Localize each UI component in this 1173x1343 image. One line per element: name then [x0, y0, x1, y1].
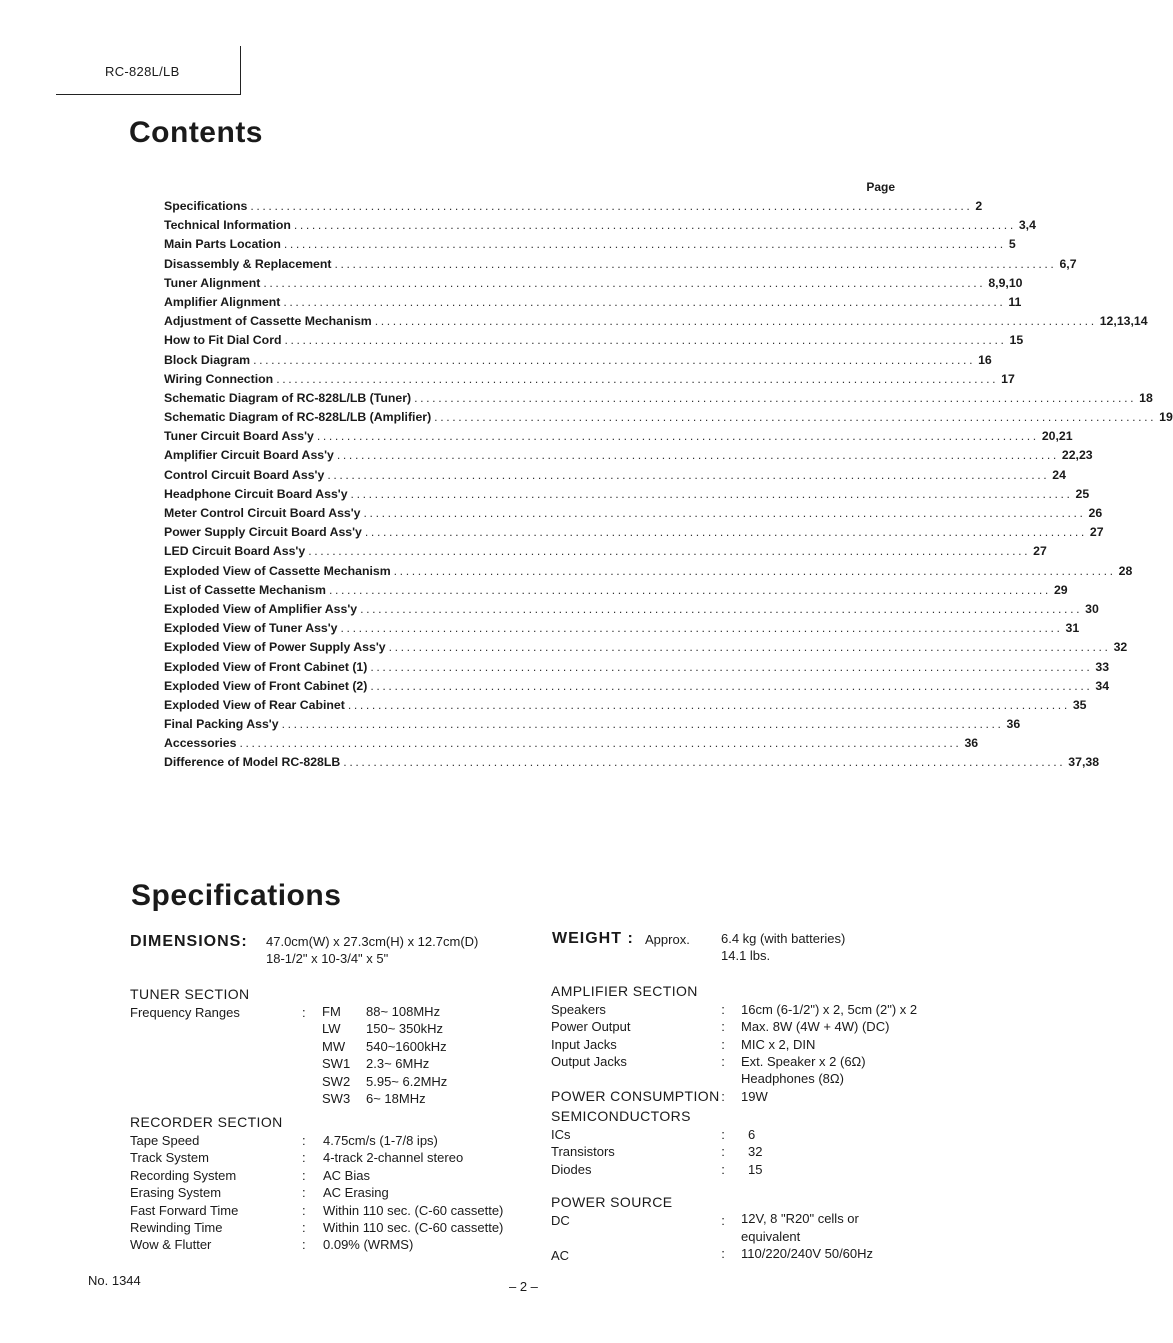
toc-entry-page: 36: [1006, 717, 1021, 732]
toc-entry: [164, 275, 1023, 295]
input-jacks-value: MIC x 2, DIN: [741, 1037, 816, 1052]
toc-entry: [164, 218, 1036, 237]
toc-entry: [164, 486, 1090, 506]
band-name: SW1: [322, 1056, 351, 1072]
toc-entry-page: 35: [1072, 697, 1087, 712]
toc-entry-page: 32: [1113, 640, 1128, 655]
toc-entry: [164, 467, 1066, 487]
toc-leader-dots: ........................................................................................................................: [374, 314, 1097, 329]
toc-entry-page: 19: [1159, 410, 1173, 425]
toc-entry: [164, 199, 983, 218]
band-name: MW: [322, 1038, 346, 1054]
toc-entry-page: 17: [1001, 371, 1015, 386]
toc-entry-title: Exploded View of Front Cabinet (1): [164, 659, 368, 674]
toc-leader-dots: ........................................................................................................................: [393, 563, 1116, 578]
weight-label: WEIGHT :: [552, 930, 634, 947]
toc-entry-title: List of Cassette Mechanism: [164, 582, 326, 597]
tuner-section-header: TUNER SECTION: [130, 986, 250, 1002]
toc-entry-title: Meter Control Circuit Board Ass'y: [164, 506, 361, 520]
toc-entry-page: 37,38: [1068, 755, 1100, 770]
document-number: No. 1344: [88, 1273, 141, 1288]
power-consumption-value: 19W: [741, 1089, 768, 1104]
colon: :: [721, 1213, 725, 1228]
toc-entry: [164, 410, 1173, 429]
toc-entry: [164, 544, 1047, 563]
toc-leader-dots: ........................................................................................................................: [293, 218, 1016, 233]
toc-entry: [164, 448, 1093, 467]
toc-leader-dots: ........................................................................................................................: [276, 371, 999, 386]
toc-entry: [164, 640, 1128, 659]
toc-entry-page: 11: [1008, 294, 1022, 309]
toc-entry-page: 24: [1052, 467, 1066, 482]
band-range: 540~1600kHz: [366, 1038, 447, 1054]
toc-entry-page: 36: [964, 736, 979, 751]
toc-entry-title: Disassembly & Replacement: [164, 256, 332, 271]
toc-entry-title: Technical Information: [164, 218, 291, 233]
recorder-spec-value: 4.75cm/s (1-7/8 ips): [323, 1133, 438, 1148]
colon: :: [302, 1202, 306, 1218]
toc-entry-page: 18: [1139, 390, 1153, 405]
toc-entry-title: Exploded View of Rear Cabinet: [164, 697, 345, 712]
specifications-title: Specifications: [131, 879, 342, 912]
page-number: – 2 –: [509, 1279, 538, 1294]
recorder-section-header: RECORDER SECTION: [130, 1114, 283, 1130]
recorder-spec-value: Within 110 sec. (C-60 cassette): [323, 1220, 504, 1235]
toc-entry: [164, 601, 1099, 621]
toc-leader-dots: ........................................................................................................................: [336, 448, 1059, 463]
toc-entry-title: Exploded View of Tuner Ass'y: [164, 621, 338, 636]
toc-entry: [164, 659, 1110, 679]
toc-leader-dots: ........................................................................................................................: [363, 506, 1086, 520]
recorder-spec-label: Recording System: [130, 1167, 237, 1183]
colon: :: [721, 1161, 725, 1177]
semiconductor-count: 6: [748, 1127, 756, 1142]
dimensions-imperial: 18-1/2" x 10-3/4" x 5": [266, 951, 389, 966]
toc-leader-dots: ........................................................................................................................: [370, 678, 1093, 693]
power-output-label: Power Output: [551, 1019, 631, 1034]
toc-entry-title: Main Parts Location: [164, 237, 281, 252]
colon: :: [721, 1144, 725, 1160]
toc-entry: [164, 429, 1073, 448]
output-jacks-value-1: Ext. Speaker x 2 (6Ω): [741, 1054, 866, 1069]
toc-leader-dots: ........................................................................................................................: [308, 544, 1031, 559]
toc-entry-title: Final Packing Ass'y: [164, 717, 279, 732]
toc-leader-dots: ........................................................................................................................: [347, 697, 1070, 712]
toc-entry-title: Exploded View of Cassette Mechanism: [164, 563, 391, 578]
toc-entry: [164, 563, 1133, 583]
toc-leader-dots: ........................................................................................................................: [263, 275, 986, 290]
toc-entry-page: 29: [1053, 582, 1068, 597]
band-range: 150~ 350kHz: [366, 1021, 443, 1037]
colon: :: [721, 1246, 725, 1261]
recorder-spec-value: 4-track 2-channel stereo: [323, 1150, 464, 1166]
speakers-label: Speakers: [551, 1002, 606, 1017]
toc-leader-dots: ........................................................................................................................: [239, 736, 962, 751]
semiconductor-count: 15: [748, 1161, 763, 1177]
weight-imperial: 14.1 lbs.: [721, 948, 771, 963]
recorder-spec-label: Erasing System: [130, 1185, 222, 1201]
toc-entry-title: Adjustment of Cassette Mechanism: [164, 314, 372, 329]
toc-entry-page: 30: [1085, 601, 1099, 616]
toc-entry-title: Power Supply Circuit Board Ass'y: [164, 525, 362, 540]
toc-entry-title: Block Diagram: [164, 352, 251, 367]
toc-leader-dots: ........................................................................................................................: [388, 640, 1111, 655]
toc-entry-title: Difference of Model RC-828LB: [164, 755, 341, 770]
toc-entry-page: 2: [975, 199, 983, 213]
recorder-spec-label: Tape Speed: [130, 1133, 200, 1148]
colon: :: [721, 1054, 725, 1069]
output-jacks-label: Output Jacks: [551, 1054, 627, 1069]
colon: :: [302, 1237, 306, 1253]
toc-entry: [164, 736, 979, 755]
toc-entry: [164, 755, 1100, 774]
toc-entry: [164, 697, 1087, 717]
semiconductor-count: 32: [748, 1144, 763, 1160]
recorder-spec-label: Track System: [130, 1150, 209, 1166]
model-number: RC-828L/LB: [105, 64, 180, 79]
toc-entry-title: Specifications: [164, 199, 248, 213]
toc-entry: [164, 294, 1022, 314]
page-column-label: Page: [866, 180, 895, 194]
toc-entry: [164, 352, 992, 372]
toc-entry-title: Headphone Circuit Board Ass'y: [164, 486, 348, 501]
colon: :: [721, 1037, 725, 1052]
toc-leader-dots: ........................................................................................................................: [364, 525, 1087, 540]
ac-label: AC: [551, 1248, 570, 1263]
dimensions-label: DIMENSIONS:: [130, 933, 248, 950]
toc-entry-page: 22,23: [1061, 448, 1093, 463]
toc-entry: [164, 525, 1104, 544]
band-name: SW3: [322, 1091, 351, 1106]
recorder-spec-value: Within 110 sec. (C-60 cassette): [323, 1202, 504, 1218]
contents-title: Contents: [129, 116, 263, 149]
toc-entry-title: Amplifier Circuit Board Ass'y: [164, 448, 334, 463]
toc-entry-page: 33: [1095, 659, 1110, 674]
frequency-ranges-label: Frequency Ranges: [130, 1005, 240, 1020]
toc-leader-dots: ........................................................................................................................: [283, 294, 1006, 309]
toc-entry: [164, 314, 1148, 333]
toc-leader-dots: ........................................................................................................................: [350, 486, 1073, 501]
toc-leader-dots: ........................................................................................................................: [327, 467, 1050, 482]
toc-entry-page: 16: [978, 352, 992, 367]
colon: :: [721, 1019, 725, 1034]
toc-entry: [164, 717, 1021, 736]
toc-entry: [164, 621, 1080, 640]
toc-leader-dots: ........................................................................................................................: [328, 582, 1051, 597]
dc-label: DC: [551, 1213, 570, 1228]
speakers-value: 16cm (6-1/2") x 2, 5cm (2") x 2: [741, 1002, 918, 1017]
toc-entry-title: Exploded View of Power Supply Ass'y: [164, 640, 386, 655]
dc-value-1: 12V, 8 "R20" cells or: [741, 1211, 859, 1226]
toc-entry: [164, 390, 1153, 410]
toc-entry: [164, 237, 1016, 256]
toc-entry: [164, 371, 1015, 391]
toc-entry-title: Tuner Alignment: [164, 275, 261, 290]
semiconductor-label: Transistors: [551, 1144, 615, 1160]
toc-entry: [164, 256, 1077, 276]
toc-entry-page: 25: [1075, 486, 1090, 501]
toc-entry-title: Control Circuit Board Ass'y: [164, 467, 325, 482]
toc-entry-title: LED Circuit Board Ass'y: [164, 544, 306, 559]
recorder-spec-value: AC Bias: [323, 1167, 370, 1183]
band-name: FM: [322, 1004, 341, 1019]
toc-entry-title: Schematic Diagram of RC-828L/LB (Tuner): [164, 390, 412, 405]
toc-entry: [164, 678, 1110, 698]
toc-entry-title: Schematic Diagram of RC-828L/LB (Amplifier): [164, 410, 432, 425]
toc-entry-page: 34: [1095, 678, 1110, 693]
band-range: 88~ 108MHz: [366, 1004, 441, 1019]
colon: :: [721, 1089, 725, 1104]
ac-value: 110/220/240V 50/60Hz: [741, 1246, 874, 1261]
recorder-spec-label: Wow & Flutter: [130, 1237, 212, 1253]
colon: :: [302, 1150, 306, 1166]
toc-entry-page: 12,13,14: [1099, 314, 1148, 329]
colon: :: [721, 1127, 725, 1142]
semiconductor-label: ICs: [551, 1127, 571, 1142]
toc-leader-dots: ........................................................................................................................: [434, 410, 1157, 425]
toc-entry-title: Exploded View of Amplifier Ass'y: [164, 601, 358, 616]
power-consumption-label: POWER CONSUMPTION: [551, 1088, 720, 1104]
band-range: 2.3~ 6MHz: [366, 1056, 430, 1072]
recorder-spec-value: AC Erasing: [323, 1185, 389, 1201]
toc-leader-dots: ........................................................................................................................: [250, 199, 973, 213]
colon: :: [302, 1220, 306, 1235]
toc-entry-title: Exploded View of Front Cabinet (2): [164, 678, 368, 693]
recorder-spec-label: Rewinding Time: [130, 1220, 223, 1235]
colon: :: [302, 1005, 306, 1020]
power-source-header: POWER SOURCE: [551, 1194, 673, 1210]
toc-entry-title: Wiring Connection: [164, 371, 274, 386]
toc-entry-title: Tuner Circuit Board Ass'y: [164, 429, 314, 444]
toc-leader-dots: ........................................................................................................................: [370, 659, 1093, 674]
toc-leader-dots: ........................................................................................................................: [340, 621, 1063, 636]
toc-entry: [164, 582, 1068, 602]
toc-entry-page: 6,7: [1059, 256, 1077, 271]
band-name: LW: [322, 1021, 341, 1037]
band-name: SW2: [322, 1073, 351, 1089]
power-output-value: Max. 8W (4W + 4W) (DC): [741, 1019, 890, 1034]
toc-leader-dots: ........................................................................................................................: [334, 256, 1057, 271]
colon: :: [302, 1133, 306, 1148]
recorder-spec-label: Fast Forward Time: [130, 1202, 239, 1218]
toc-leader-dots: ........................................................................................................................: [343, 755, 1066, 770]
toc-leader-dots: ........................................................................................................................: [414, 390, 1137, 405]
semiconductor-label: Diodes: [551, 1161, 592, 1177]
toc-leader-dots: ........................................................................................................................: [253, 352, 976, 367]
toc-entry: [164, 333, 1024, 352]
toc-entry-page: 27: [1033, 544, 1047, 559]
toc-entry-page: 27: [1089, 525, 1104, 540]
input-jacks-label: Input Jacks: [551, 1037, 617, 1052]
toc-entry-title: Accessories: [164, 736, 237, 751]
amplifier-section-header: AMPLIFIER SECTION: [551, 983, 698, 999]
toc-entry-page: 8,9,10: [988, 275, 1023, 290]
output-jacks-value-2: Headphones (8Ω): [741, 1071, 844, 1086]
weight-approx: Approx.: [645, 932, 690, 947]
toc-leader-dots: ........................................................................................................................: [283, 237, 1006, 252]
table-of-contents: [164, 199, 1173, 775]
toc-entry-page: 28: [1118, 563, 1133, 578]
dimensions-metric: 47.0cm(W) x 27.3cm(H) x 12.7cm(D): [266, 934, 479, 949]
toc-leader-dots: ........................................................................................................................: [284, 333, 1007, 348]
band-range: 5.95~ 6.2MHz: [366, 1073, 448, 1089]
toc-entry-page: 31: [1065, 621, 1080, 636]
semiconductors-header: SEMICONDUCTORS: [551, 1108, 691, 1124]
toc-entry-title: How to Fit Dial Cord: [164, 333, 282, 348]
colon: :: [302, 1167, 306, 1183]
band-range: 6~ 18MHz: [366, 1091, 426, 1106]
toc-leader-dots: ........................................................................................................................: [281, 717, 1004, 732]
toc-entry-page: 5: [1008, 237, 1016, 252]
toc-leader-dots: ........................................................................................................................: [316, 429, 1039, 444]
weight-metric: 6.4 kg (with batteries): [721, 931, 846, 946]
dc-value-2: equivalent: [741, 1229, 801, 1244]
colon: :: [721, 1002, 725, 1017]
toc-entry-page: 3,4: [1018, 218, 1036, 233]
toc-leader-dots: ........................................................................................................................: [360, 601, 1083, 616]
colon: :: [302, 1185, 306, 1201]
toc-entry-page: 20,21: [1041, 429, 1073, 444]
toc-entry-title: Amplifier Alignment: [164, 294, 281, 309]
recorder-spec-value: 0.09% (WRMS): [323, 1237, 414, 1253]
toc-entry-page: 26: [1088, 506, 1103, 520]
toc-entry-page: 15: [1009, 333, 1024, 348]
toc-entry: [164, 506, 1103, 525]
